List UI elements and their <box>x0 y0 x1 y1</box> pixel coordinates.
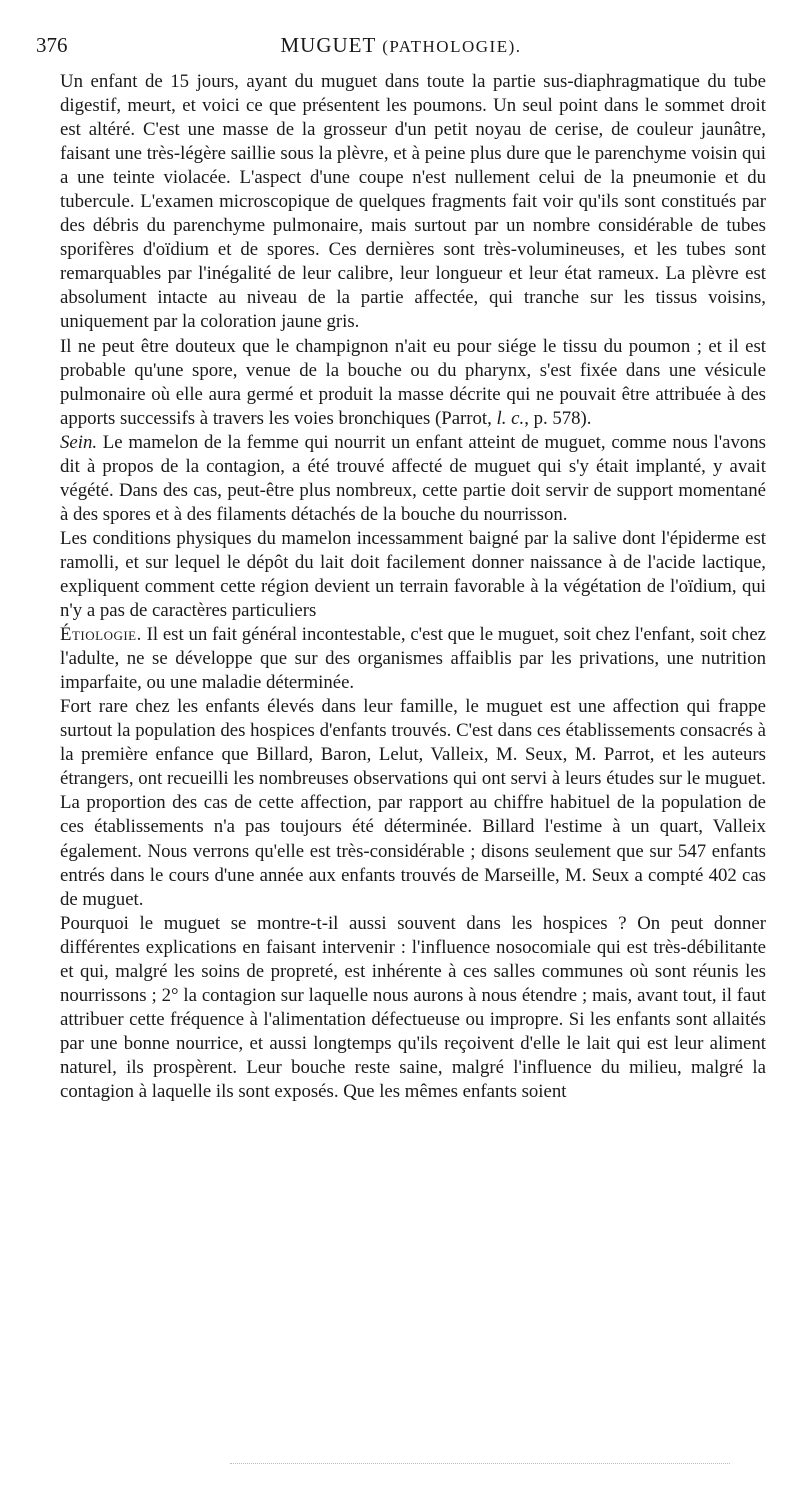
running-head <box>36 30 766 60</box>
paragraph-etiologie <box>60 623 766 695</box>
paragraph-mamelon-conditions: Les conditions physiques du mamelon incessamment baigné par la salive dont l'épiderme est ramolli, et sur lequel le dépôt du lait doit facilement donner naissance à de l'acide lactique, expliquent comment cette région devient un terrain favorable à la végétation de l'oïdium, qui n'y a pas de caractères particuliers <box>60 527 766 622</box>
paragraph-sein-text: Le mamelon de la femme qui nourrit un enfant atteint de muguet, comme nous l'avons dit à propos de la contagion, a été trouvé affecté de muguet qui s'y était implanté, y avait végété. Dans des cas, peut-être plus nombreux, cette partie doit servir de support momentané à des spores et à des filaments détachés de la bouche du nourrisson. <box>60 431 766 525</box>
paragraph-fungus-site <box>60 335 766 431</box>
body-text <box>60 70 766 1104</box>
bottom-dotted-rule <box>230 1463 730 1464</box>
paragraph-lung-case: Un enfant de 15 jours, ayant du muguet dans toute la partie sus-diaphragmatique du tube digestif, meurt, et voici ce que présentent les poumons. Un seul point dans le sommet droit est altéré. C'est une masse de la grosseur d'un petit noyau de cerise, de couleur jaunâtre, faisant une très-légère saillie sous la plèvre, et à peine plus dure que le parenchyme voisin qui a une teinte violacée. L'aspect d'une coupe n'est nullement celui de la pneumonie et du tubercule. L'examen microscopique de quelques fragments fait voir qu'ils sont constitués par des débris du parenchyme pulmonaire, mais surtout par un nombre considérable de tubes sporifères d'oïdium et de spores. Ces dernières sont très-volumineuses, et les tubes sont remarquables par l'inégalité de leur calibre, leur longueur et leur état rameux. La plèvre est absolument intacte au niveau de la partie affectée, qui tranche sur les tissus voisins, uniquement par la coloration jaune gris. <box>60 71 766 333</box>
paragraph-fungus-site-text: Il ne peut être douteux que le champignon n'ait eu pour siége le tissu du poumon ; et il est probable qu'une spore, venue de la bouche ou du pharynx, s'est fixée dans une vésicule pulmonaire où elle aura germé et produit la masse décrite qui ne pouvait être attribuée à des apports successifs à travers les voies bronchiques (Parrot, <box>60 335 766 429</box>
paragraph-pourquoi: Pourquoi le muguet se montre-t-il aussi souvent dans les hospices ? On peut donner différentes explications en faisant intervenir : l'influence nosocomiale qui est très-débilitante et qui, malgré les soins de propreté, est inhérente à ces salles communes où sont réunis les nourrissons ; 2° la contagion sur laquelle nous aurons à nous étendre ; mais, avant tout, il faut attribuer cette fréquence à l'alimentation défectueuse ou impropre. Si les enfants sont allaités par une bonne nourrice, et aussi longtemps qu'ils reçoivent d'elle le lait qui est leur aliment naturel, ils prospèrent. Leur bouche reste saine, malgré l'influence du milieu, malgré la contagion à laquelle ils sont exposés. Que les mêmes enfants soient <box>60 912 766 1102</box>
citation-loc-cit: l. c. <box>496 407 525 429</box>
page-number: 376 <box>36 33 68 57</box>
paragraph-fungus-site-end: , p. 578). <box>524 407 592 429</box>
paragraph-etiologie-text: Il est un fait général incontestable, c'est que le muguet, soit chez l'enfant, soit chez l'adulte, ne se développe que sur des organismes affaiblis par les privations, une nutrition imparfaite, ou une maladie déterminée. <box>60 624 766 694</box>
paragraph-hospices: Fort rare chez les enfants élevés dans leur famille, le muguet est une affection qui frappe surtout la population des hospices d'enfants trouvés. C'est dans ces établissements consacrés à la première enfance que Billard, Baron, Lelut, Valleix, M. Seux, M. Parrot, et les auteurs étrangers, ont recueilli les nombreuses observations qui ont servi à leurs études sur le muguet. La proportion des cas de cette affection, par rapport au chiffre habituel de la population de ces établissements n'a pas toujours été déterminée. Billard l'estime à un quart, Valleix également. Nous verrons qu'elle est très-considérable ; disons seulement que sur 547 enfants entrés dans le cours d'une année aux enfants trouvés de Marseille, M. Seux a compté 402 cas de muguet. <box>60 696 766 910</box>
section-heading-etiologie: Étiologie. <box>60 624 142 646</box>
section-heading-sein: Sein. <box>60 431 98 453</box>
title-main: MUGUET <box>280 33 376 57</box>
title-subtitle: (PATHOLOGIE). <box>382 37 522 56</box>
paragraph-sein <box>60 431 766 527</box>
page-title <box>36 30 766 62</box>
